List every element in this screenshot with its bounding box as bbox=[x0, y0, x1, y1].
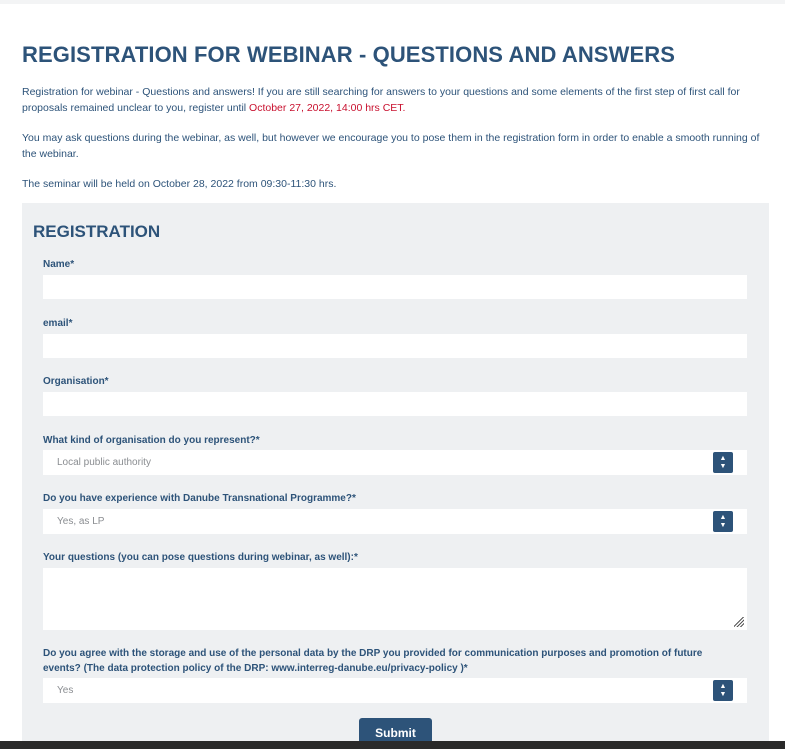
registration-form bbox=[22, 203, 769, 749]
name-label: Name* bbox=[43, 259, 75, 270]
org-kind-selected-value: Local public authority bbox=[57, 457, 151, 468]
consent-label: Do you agree with the storage and use of the personal data by the DRP you provided for communication purposes and promotion of future events? (The data protection policy of the DRP: www.interreg-danube.eu/privacy-policy )* bbox=[43, 648, 703, 674]
resize-grip-icon[interactable] bbox=[734, 617, 744, 627]
deadline-text: October 27, 2022, 14:00 hrs CET. bbox=[249, 102, 406, 114]
intro-paragraph bbox=[22, 84, 767, 116]
page-title: REGISTRATION FOR WEBINAR - QUESTIONS AND ANSWERS bbox=[22, 42, 675, 67]
seminar-date-paragraph: The seminar will be held on October 28, 2022 from 09:30-11:30 hrs. bbox=[22, 178, 337, 190]
questions-textarea[interactable] bbox=[43, 568, 747, 630]
organisation-field[interactable] bbox=[43, 392, 747, 416]
submit-button[interactable]: Submit bbox=[359, 718, 432, 749]
experience-selected-value: Yes, as LP bbox=[57, 516, 105, 527]
consent-select[interactable] bbox=[43, 678, 747, 703]
page-content bbox=[0, 4, 785, 749]
questions-info-paragraph: You may ask questions during the webinar, as well, but however we encourage you to pose them in the registration form in order to enable a smooth running of the webinar. bbox=[22, 132, 760, 160]
email-field[interactable] bbox=[43, 334, 747, 358]
consent-selected-value: Yes bbox=[57, 685, 74, 696]
up-down-arrows-icon[interactable]: ▲ ▼ bbox=[713, 452, 733, 473]
organisation-label: Organisation* bbox=[43, 376, 109, 387]
org-kind-label: What kind of organisation do you represent?* bbox=[43, 435, 260, 446]
form-title: REGISTRATION bbox=[33, 222, 161, 241]
up-down-arrows-icon[interactable]: ▲ ▼ bbox=[713, 680, 733, 701]
bottom-bar bbox=[0, 741, 785, 749]
intro-text: Registration for webinar - Questions and answers! If you are still searching for answers to your questions and some elements of the first step of first call for proposals remained unclear to you, register until bbox=[22, 86, 740, 114]
email-label: email* bbox=[43, 318, 73, 329]
questions-label: Your questions (you can pose questions during webinar, as well):* bbox=[43, 552, 358, 563]
experience-label: Do you have experience with Danube Transnational Programme?* bbox=[43, 493, 356, 504]
experience-select[interactable] bbox=[43, 509, 747, 534]
up-down-arrows-icon[interactable]: ▲ ▼ bbox=[713, 511, 733, 532]
name-field[interactable] bbox=[43, 275, 747, 299]
org-kind-select[interactable] bbox=[43, 450, 747, 475]
